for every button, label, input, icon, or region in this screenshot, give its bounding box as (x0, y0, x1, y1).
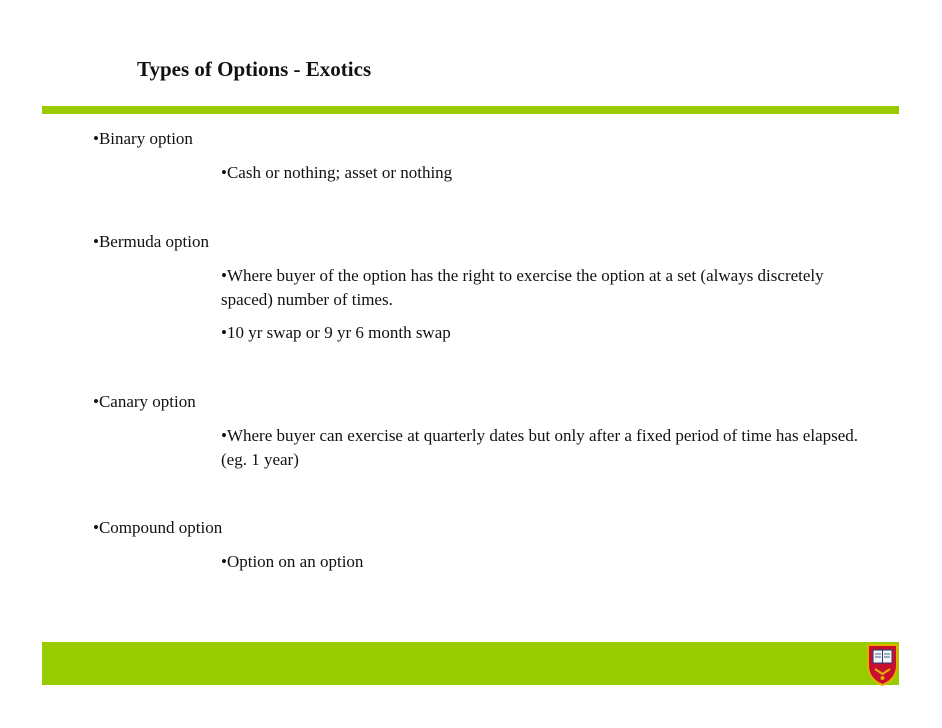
sub-bullet-bermuda-definition: •Where buyer of the option has the right to exercise the option at a set (always discretely spaced) number of times. (221, 266, 824, 309)
sub-bullet-canary-definition: •Where buyer can exercise at quarterly dates but only after a fixed period of time has elapsed. (eg. 1 year) (221, 426, 859, 469)
sub-bullet-compound-definition: •Option on an option (221, 552, 364, 571)
university-crest-icon (866, 643, 899, 686)
bullet-binary-option: •Binary option (93, 129, 193, 148)
bullet-compound-option: •Compound option (93, 518, 223, 537)
bullet-bermuda-option: •Bermuda option (93, 232, 209, 251)
title-underline-bar (42, 106, 899, 114)
sub-bullet-binary-detail: •Cash or nothing; asset or nothing (221, 163, 453, 182)
sub-bullet-bermuda-example: •10 yr swap or 9 yr 6 month swap (221, 323, 451, 342)
footer-band (42, 642, 899, 685)
bullet-canary-option: •Canary option (93, 392, 196, 411)
slide-title: Types of Options - Exotics (137, 57, 372, 81)
